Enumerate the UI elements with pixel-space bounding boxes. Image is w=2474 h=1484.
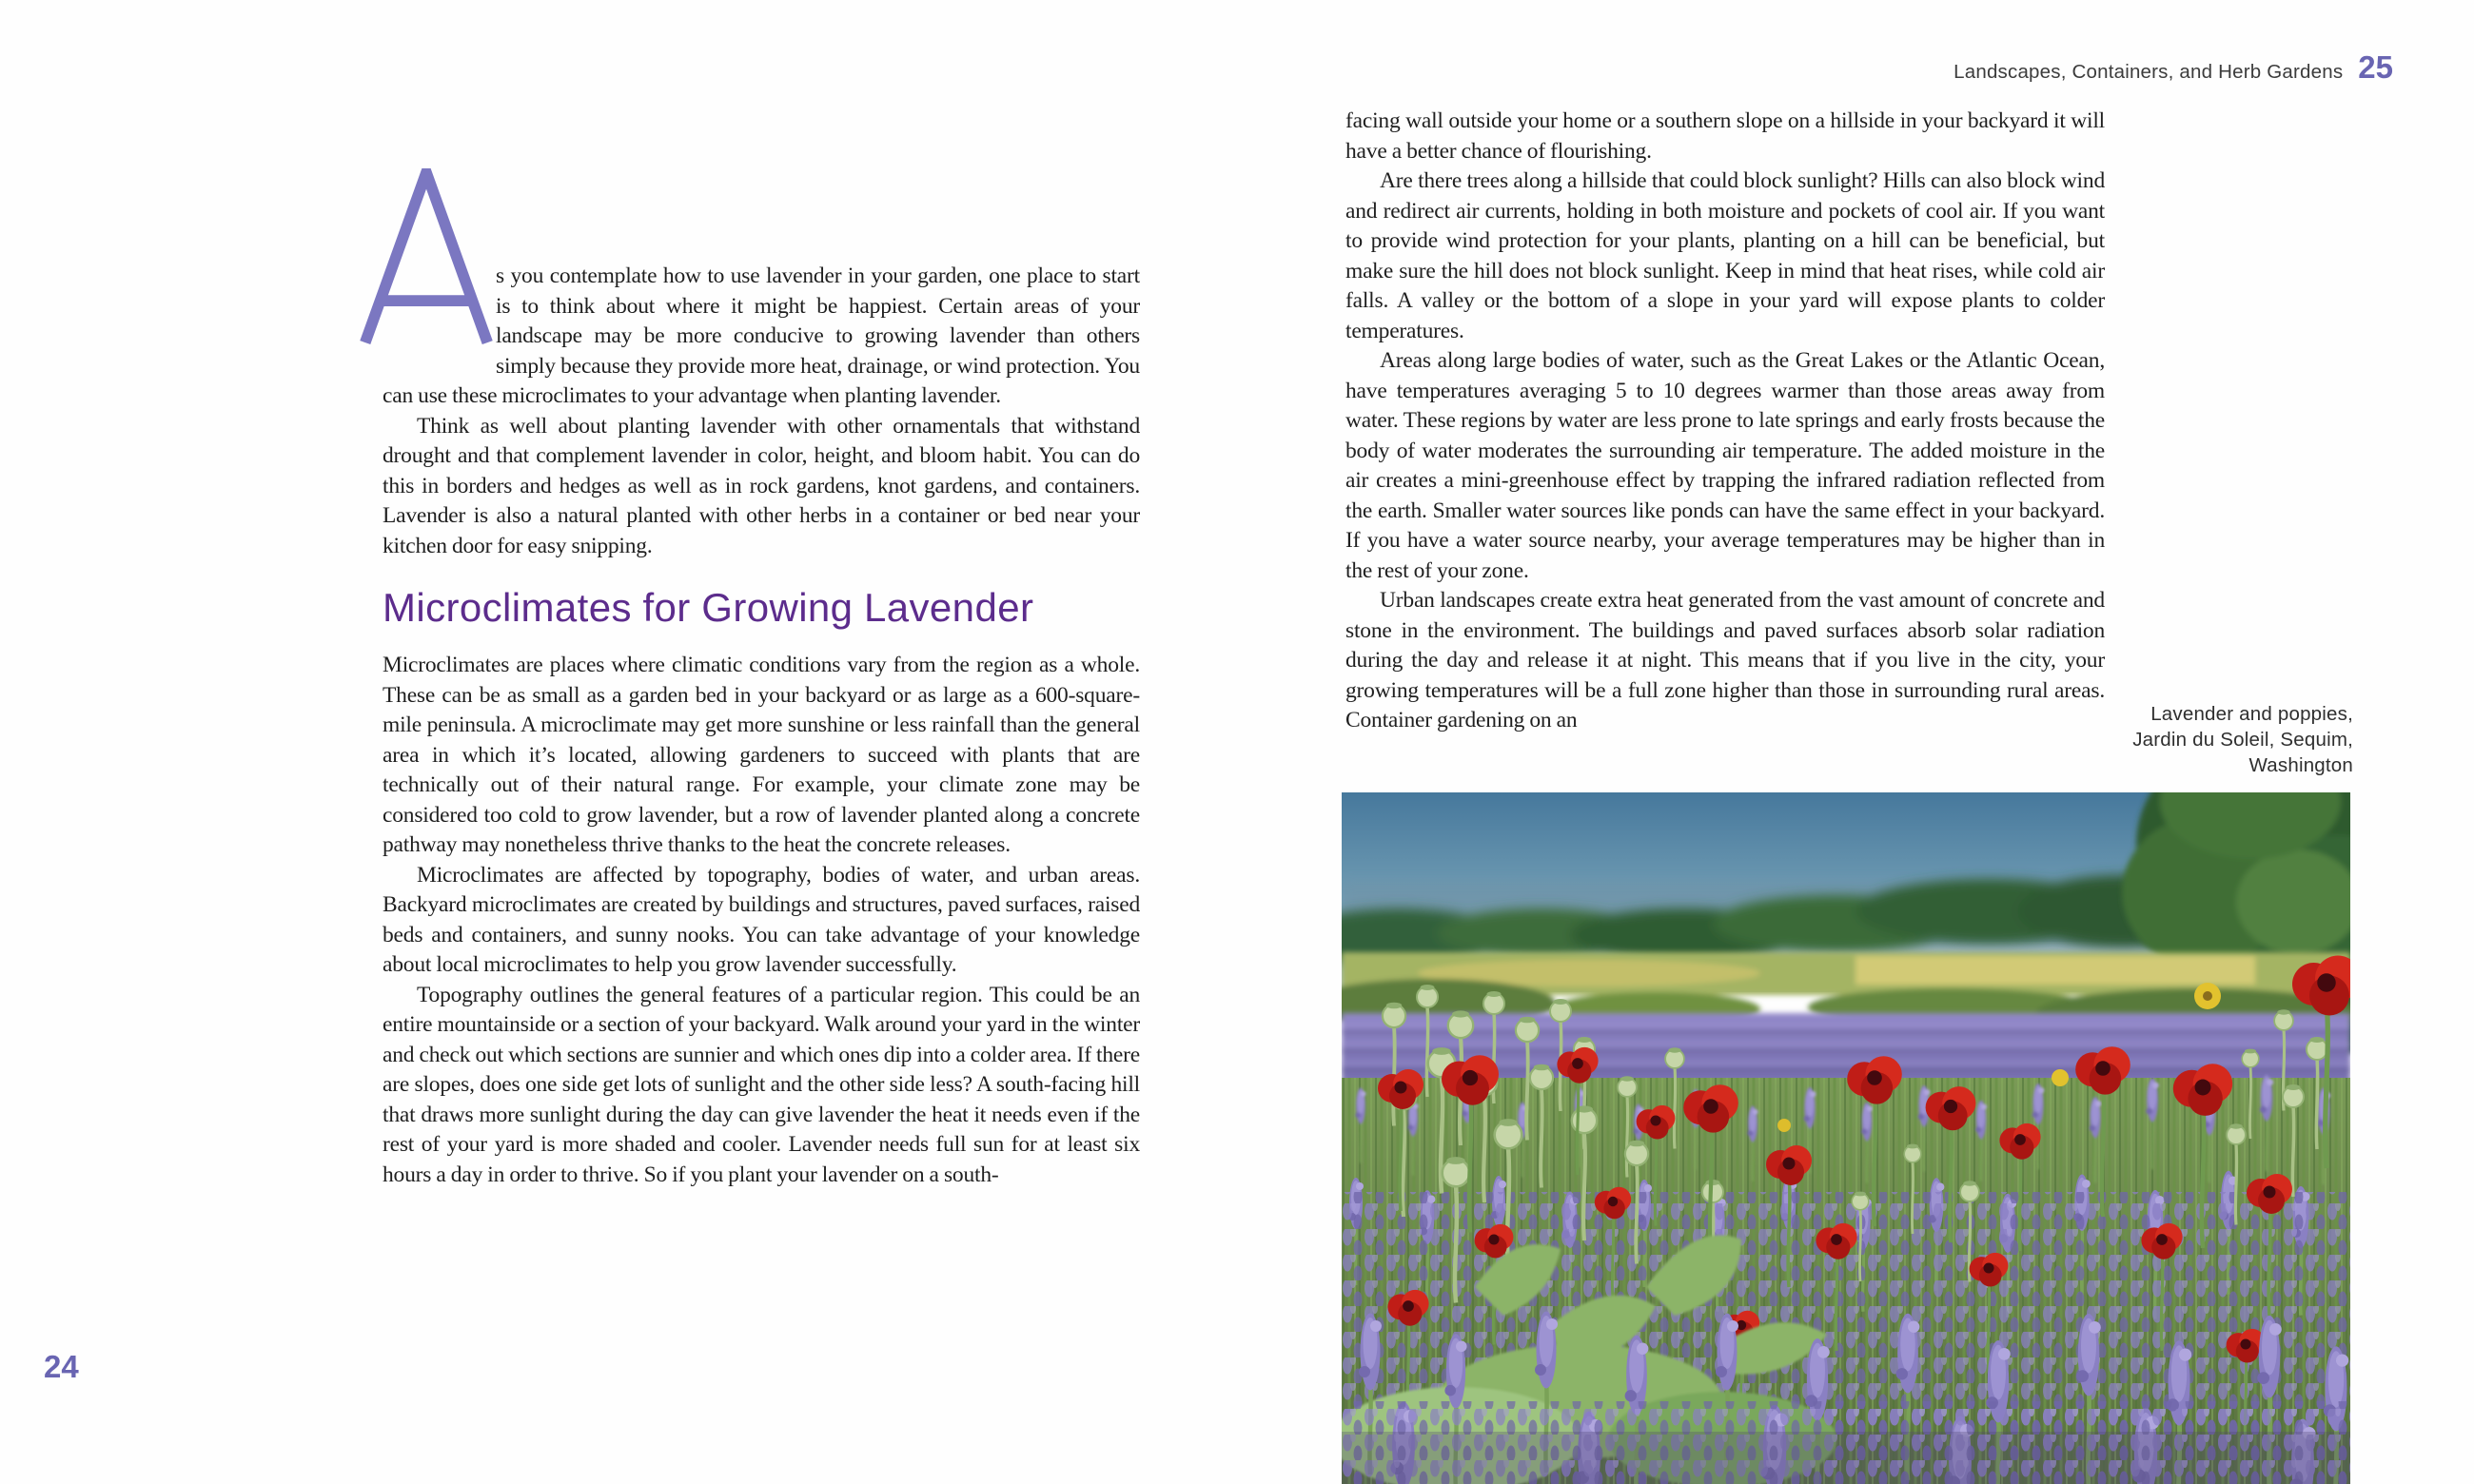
paragraph-microclimate-factors: Microclimates are affected by topography, bodies of water, and urban areas. Backyard microclimates are created by buildings and structures, paved surfaces, raised beds and containers, and sunny nooks. You can take advantage of your knowledge about local microclimates to help you grow lavender successfully. bbox=[383, 862, 1140, 977]
running-header-row bbox=[1345, 49, 2393, 86]
intro-paragraph bbox=[383, 262, 1140, 412]
dropcap-letter-a-icon bbox=[357, 168, 496, 345]
intro-paragraph-text: s you contemplate how to use lavender in your garden, one place to start is to think about where it might be happiest. Certain areas of your landscape may be more conducive to growing lavender than others simply because they provide more heat, drainage, or wind protection. You can use these microclimates to your advantage when planting lavender. bbox=[383, 264, 1140, 408]
paragraph-hillsides: Are there trees along a hillside that could block sunlight? Hills can also block wind and redirect air currents, holding in both moisture and pockets of cool air. If you want to provide wind protection for your plants, planting on a hill can be beneficial, but make sure the hill does not block sunlight. Keep in mind that heat rises, while cold air falls. A valley or the bottom of a slope in your yard will expose plants to colder temperatures. bbox=[1345, 168, 2105, 343]
paragraph-south-facing: facing wall outside your home or a southern slope on a hillside in your backyard it will have a better chance of flourishing. bbox=[1345, 108, 2105, 164]
photo-lavender-poppies bbox=[1342, 792, 2350, 1484]
page-number-right: 25 bbox=[2358, 49, 2393, 85]
photo-caption-line: Jardin du Soleil, Sequim, bbox=[2132, 729, 2353, 751]
section-heading: Microclimates for Growing Lavender bbox=[383, 585, 1034, 630]
paragraph-microclimates-def: Microclimates are places where climatic conditions vary from the region as a whole. These can be as small as a garden bed in your backyard or as large as a 600-square-mile peninsula. A microclimate may get more sunshine or less rainfall than the general area in which it’s located, allowing gardeners to succeed with plants that are technically out of their natural range. For example, your climate zone may be considered too cold to grow lavender, but a row of lavender planted along a concrete pathway may nonetheless thrive thanks to the heat the concrete releases. bbox=[383, 653, 1140, 857]
photo-caption-line: Washington bbox=[2248, 754, 2353, 776]
paragraph-ornamentals: Think as well about planting lavender with other ornamentals that withstand drought and that complement lavender in color, height, and bloom habit. You can do this in borders and hedges as well as in rock gardens, knot gardens, and containers. Lavender is also a natural planted with other herbs in a container or bed near your kitchen door for easy snipping. bbox=[383, 413, 1140, 558]
running-header-title: Landscapes, Containers, and Herb Gardens bbox=[1954, 61, 2344, 83]
right-page-text-column bbox=[1345, 107, 2105, 736]
paragraph-bodies-of-water: Areas along large bodies of water, such as the Great Lakes or the Atlantic Ocean, have temperatures averaging 5 to 10 degrees warmer than those areas away from water. These regions by water are less prone to late springs and early frosts because the body of water moderates the surrounding air temperature. The added moisture in the air creates a mini-greenhouse effect by trapping the infrared radiation reflected from the earth. Smaller water sources like ponds can have the same effect in your backyard. If you have a water source nearby, your average temperatures may be higher than in the rest of your zone. bbox=[1345, 348, 2105, 583]
left-page-text-column bbox=[383, 262, 1140, 1190]
paragraph-topography: Topography outlines the general features of a particular region. This could be an entire mountainside or a section of your backyard. Walk around your yard in the winter and check out which sections are sunnier and which ones dip into a colder area. If there are slopes, does one side get lots of sunlight and the other side less? A south-facing hill that draws more sunlight during the day can give lavender the heat it needs even if the rest of your yard is more shaded and cooler. Lavender needs full sun for at least six hours a day in order to thrive. So if you plant your lavender on a south- bbox=[383, 982, 1140, 1187]
dropcap-letter bbox=[496, 262, 497, 263]
paragraph-urban-heat: Urban landscapes create extra heat generated from the vast amount of concrete and stone in the environment. The buildings and paved surfaces absorb solar radiation during the day and release it at night. This means that if you live in the city, your growing temperatures will be a full zone higher than those in surrounding rural areas. Container gardening on an bbox=[1345, 588, 2105, 732]
photo-caption-line: Lavender and poppies, bbox=[2150, 703, 2353, 725]
photo-illustration bbox=[1342, 792, 2350, 1484]
photo-caption bbox=[2130, 701, 2353, 778]
page-number-left: 24 bbox=[44, 1349, 79, 1384]
